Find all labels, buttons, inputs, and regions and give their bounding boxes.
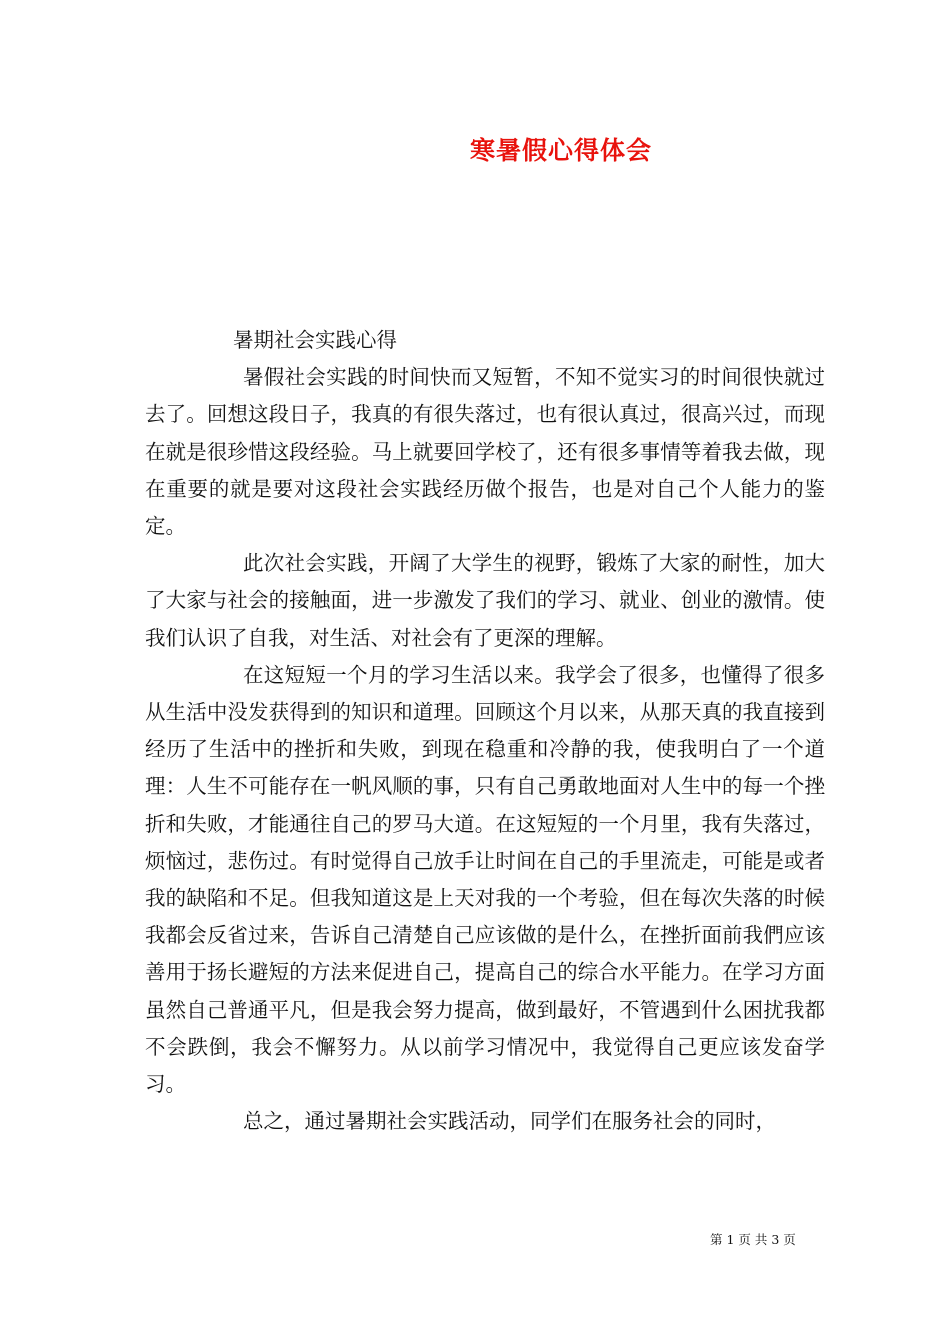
paragraph: 暑假社会实践的时间快而又短暂，不知不觉实习的时间很快就过去了。回想这段日子，我真的有很失落过，也有很认真过，很高兴过，而现在就是很珍惜这段经验。马上就要回学校了，还有很多事情等着我去做，现在重要的就是要对这段社会实践经历做个报告，也是对自己个人能力的鉴定。: [145, 365, 825, 539]
subheading: 暑期社会实践心得: [233, 328, 397, 352]
document-title: 寒暑假心得体会: [470, 136, 653, 165]
paragraph: 此次社会实践，开阔了大学生的视野，锻炼了大家的耐性，加大了大家与社会的接触面，进一步激发了我们的学习、就业、创业的激情。使我们认识了自我，对生活、对社会有了更深的理解。: [145, 551, 825, 650]
paragraph: 总之，通过暑期社会实践活动，同学们在服务社会的同时，: [243, 1109, 776, 1134]
paragraph: 在这短短一个月的学习生活以来。我学会了很多，也懂得了很多从生活中没发获得到的知识和道理。回顾这个月以来，从那天真的我直接到经历了生活中的挫折和失败，到现在稳重和冷静的我，使我明白了一个道理：人生不可能存在一帆风顺的事，只有自己勇敢地面对人生中的每一个挫折和失败，才能通往自己的罗马大道。在这短短的一个月里，我有失落过，烦恼过，悲伤过。有时觉得自己放手让时间在自己的手里流走，可能是或者我的缺陷和不足。但我知道这是上天对我的一个考验，但在每次失落的时候我都会反省过来，告诉自己清楚自己应该做的是什么，在挫折面前我們应该善用于扬长避短的方法来促进自己，提高自己的综合水平能力。在学习方面虽然自己普通平凡，但是我会努力提高，做到最好，不管遇到什么困扰我都不会跌倒，我会不懈努力。从以前学习情况中，我觉得自己更应该发奋学习。: [145, 662, 825, 1097]
page-number-footer: 第 1 页 共 3 页: [710, 1232, 796, 1247]
document-body: [145, 322, 825, 1140]
